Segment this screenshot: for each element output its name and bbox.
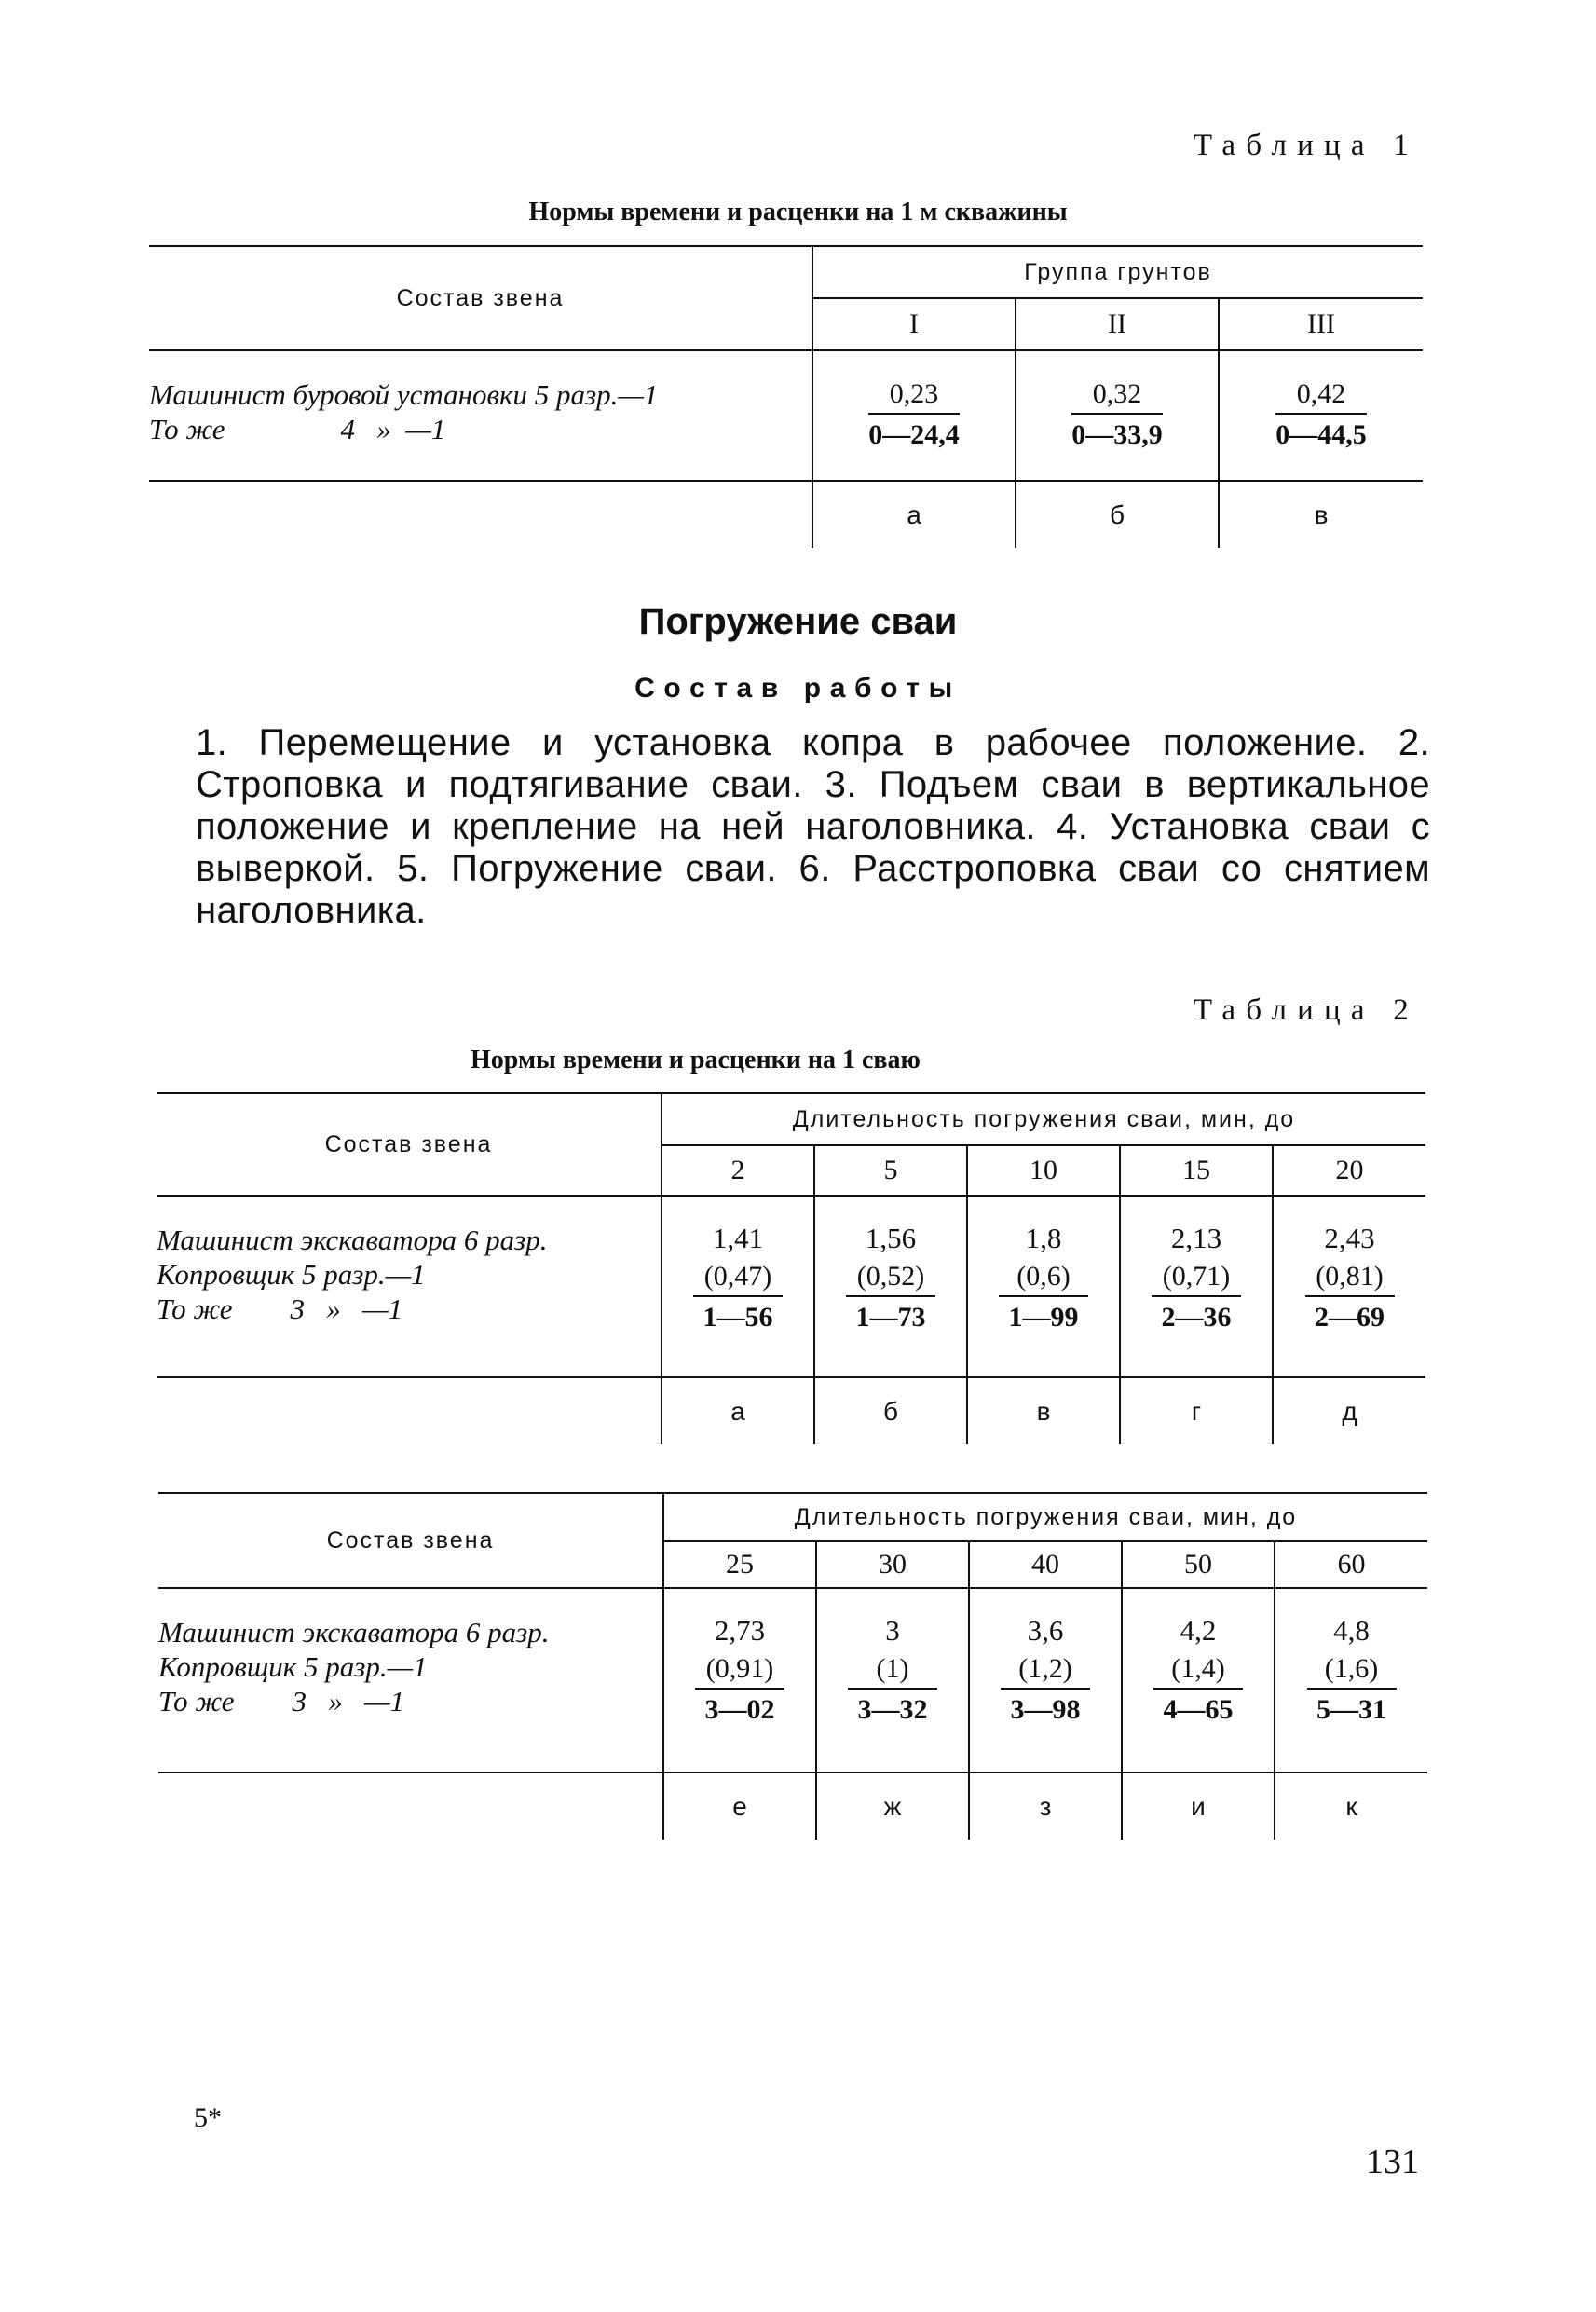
table2-sub-c: (0,6): [999, 1258, 1088, 1297]
table2-price-d: 2—36: [1161, 1302, 1232, 1333]
table2-price-f: 3—02: [704, 1694, 775, 1725]
table2-time-k: 4,8: [1333, 1614, 1370, 1647]
table2b-letter-empty: [158, 1772, 663, 1840]
table2-letter-i: и: [1122, 1772, 1275, 1840]
table2-sub-h: (1,2): [1001, 1650, 1090, 1690]
table2-letter-b: б: [814, 1377, 967, 1444]
table2-col-30: 30: [816, 1541, 969, 1588]
table2-value-c: [967, 1196, 1120, 1377]
table2b-crew-header: Состав звена: [158, 1493, 663, 1588]
table2-value-b: [814, 1196, 967, 1377]
table2-caption: Таблица 2: [1193, 993, 1419, 1027]
table2-sub-d: (0,71): [1152, 1258, 1241, 1297]
table1-title: Нормы времени и расценки на 1 м скважины: [528, 198, 1068, 226]
table2b-crew-line-3: То же 3 » —1: [158, 1685, 405, 1717]
table2-crew-line-2: Копровщик 5 разр.—1: [157, 1258, 426, 1291]
table1-value-c: [1219, 350, 1423, 481]
table1-col-2: II: [1016, 298, 1219, 350]
table2b-duration-header: Длительность погружения сваи, мин, до: [663, 1493, 1427, 1541]
table2-col-5: 5: [814, 1145, 967, 1196]
table2-col-60: 60: [1275, 1541, 1427, 1588]
table2-crew-line-1: Машинист экскаватора 6 разр.: [157, 1224, 548, 1256]
table2-sub-g: (1): [848, 1650, 937, 1690]
table2-time-b: 1,56: [865, 1222, 917, 1254]
table2-duration-header: Длительность погружения сваи, мин, до: [662, 1093, 1425, 1145]
signature-mark: 5*: [194, 2102, 222, 2133]
table2-sub-i: (1,4): [1153, 1650, 1243, 1690]
table2-crew-line-3: То же 3 » —1: [157, 1293, 403, 1325]
table2-price-e: 2—69: [1315, 1302, 1385, 1333]
table2-value-h: [969, 1588, 1122, 1772]
table2-price-k: 5—31: [1316, 1694, 1387, 1725]
table1-caption: Таблица 1: [1193, 129, 1419, 162]
table1-time-a: 0,23: [868, 376, 960, 415]
table2-sub-b: (0,52): [846, 1258, 935, 1297]
table1-col-1: I: [812, 298, 1016, 350]
table2-letter-h: з: [969, 1772, 1122, 1840]
table2-title: Нормы времени и расценки на 1 сваю: [471, 1046, 921, 1074]
table1-col-3: III: [1219, 298, 1423, 350]
table2-letter-empty: [157, 1377, 662, 1444]
table1-value-b: [1016, 350, 1219, 481]
table2-value-g: [816, 1588, 969, 1772]
table2-letter-f: е: [663, 1772, 816, 1840]
section-subtitle: Состав работы: [634, 673, 962, 704]
table2-price-c: 1—99: [1008, 1302, 1079, 1333]
table2-part2: [158, 1492, 1427, 1840]
table1-crew-header: Состав звена: [149, 246, 812, 350]
table2-crew: [157, 1196, 662, 1377]
table2-value-i: [1122, 1588, 1275, 1772]
table2-letter-a: а: [662, 1377, 814, 1444]
table2-price-g: 3—32: [857, 1694, 928, 1725]
table2-value-e: [1273, 1196, 1425, 1377]
table2-time-g: 3: [885, 1614, 900, 1647]
table1-crew: [149, 350, 812, 481]
table2-col-2: 2: [662, 1145, 814, 1196]
page-number: 131: [1366, 2142, 1419, 2182]
table2-value-f: [663, 1588, 816, 1772]
table2-col-50: 50: [1122, 1541, 1275, 1588]
table2-time-i: 4,2: [1180, 1614, 1217, 1647]
table2-value-k: [1275, 1588, 1427, 1772]
table2-col-25: 25: [663, 1541, 816, 1588]
section-title: Погружение сваи: [638, 601, 958, 642]
table2b-crew-line-2: Копровщик 5 разр.—1: [158, 1650, 428, 1683]
table2-sub-e: (0,81): [1305, 1258, 1395, 1297]
table1-letter-empty: [149, 481, 812, 548]
table2-price-b: 1—73: [855, 1302, 926, 1333]
table2-time-d: 2,13: [1170, 1222, 1222, 1254]
table1-letter-a: а: [812, 481, 1016, 548]
table1-letter-b: б: [1016, 481, 1219, 548]
table2-price-i: 4—65: [1163, 1694, 1234, 1725]
table2-time-c: 1,8: [1025, 1222, 1062, 1254]
table2-value-d: [1120, 1196, 1273, 1377]
table2-sub-a: (0,47): [693, 1258, 783, 1297]
table1-price-b: 0—33,9: [1071, 419, 1163, 450]
table2-letter-d: г: [1120, 1377, 1273, 1444]
table2-col-20: 20: [1273, 1145, 1425, 1196]
table2-letter-e: д: [1273, 1377, 1425, 1444]
table2-col-40: 40: [969, 1541, 1122, 1588]
table2-col-15: 15: [1120, 1145, 1273, 1196]
table1-value-a: [812, 350, 1016, 481]
table2-time-h: 3,6: [1027, 1614, 1064, 1647]
table1-letter-c: в: [1219, 481, 1423, 548]
section-text: 1. Перемещение и установка копра в рабочее положение. 2. Строповка и подтягивание сваи. 3. Подъем сваи в вертикальное положение и крепление на ней наголовника. 4. Установка сваи с выверкой. 5. Погружение сваи. 6. Расстроповка сваи со снятием наголовника.: [196, 722, 1430, 931]
table2-price-a: 1—56: [703, 1302, 773, 1333]
table2-time-f: 2,73: [714, 1614, 766, 1647]
table2-part1: [157, 1092, 1425, 1444]
table1-price-a: 0—24,4: [868, 419, 960, 450]
table1-group-header: Группа грунтов: [812, 246, 1423, 298]
table2-sub-f: (0,91): [695, 1650, 784, 1690]
table2-crew-header: Состав звена: [157, 1093, 662, 1196]
table2-sub-k: (1,6): [1307, 1650, 1397, 1690]
table2b-crew-line-1: Машинист экскаватора 6 разр.: [158, 1616, 550, 1648]
table1-crew-line-1: Машинист буровой установки 5 разр.—1: [149, 378, 659, 411]
table1-time-c: 0,42: [1275, 376, 1367, 415]
table2-letter-k: к: [1275, 1772, 1427, 1840]
table2-price-h: 3—98: [1010, 1694, 1081, 1725]
table1-time-b: 0,32: [1071, 376, 1163, 415]
table2-time-a: 1,41: [712, 1222, 764, 1254]
table2-time-e: 2,43: [1324, 1222, 1375, 1254]
table1-crew-line-2: То же 4 » —1: [149, 413, 446, 445]
table2-letter-c: в: [967, 1377, 1120, 1444]
table2-value-a: [662, 1196, 814, 1377]
table2b-crew: [158, 1588, 663, 1772]
table2-col-10: 10: [967, 1145, 1120, 1196]
table1: [149, 245, 1423, 548]
table2-letter-g: ж: [816, 1772, 969, 1840]
table1-price-c: 0—44,5: [1275, 419, 1367, 450]
